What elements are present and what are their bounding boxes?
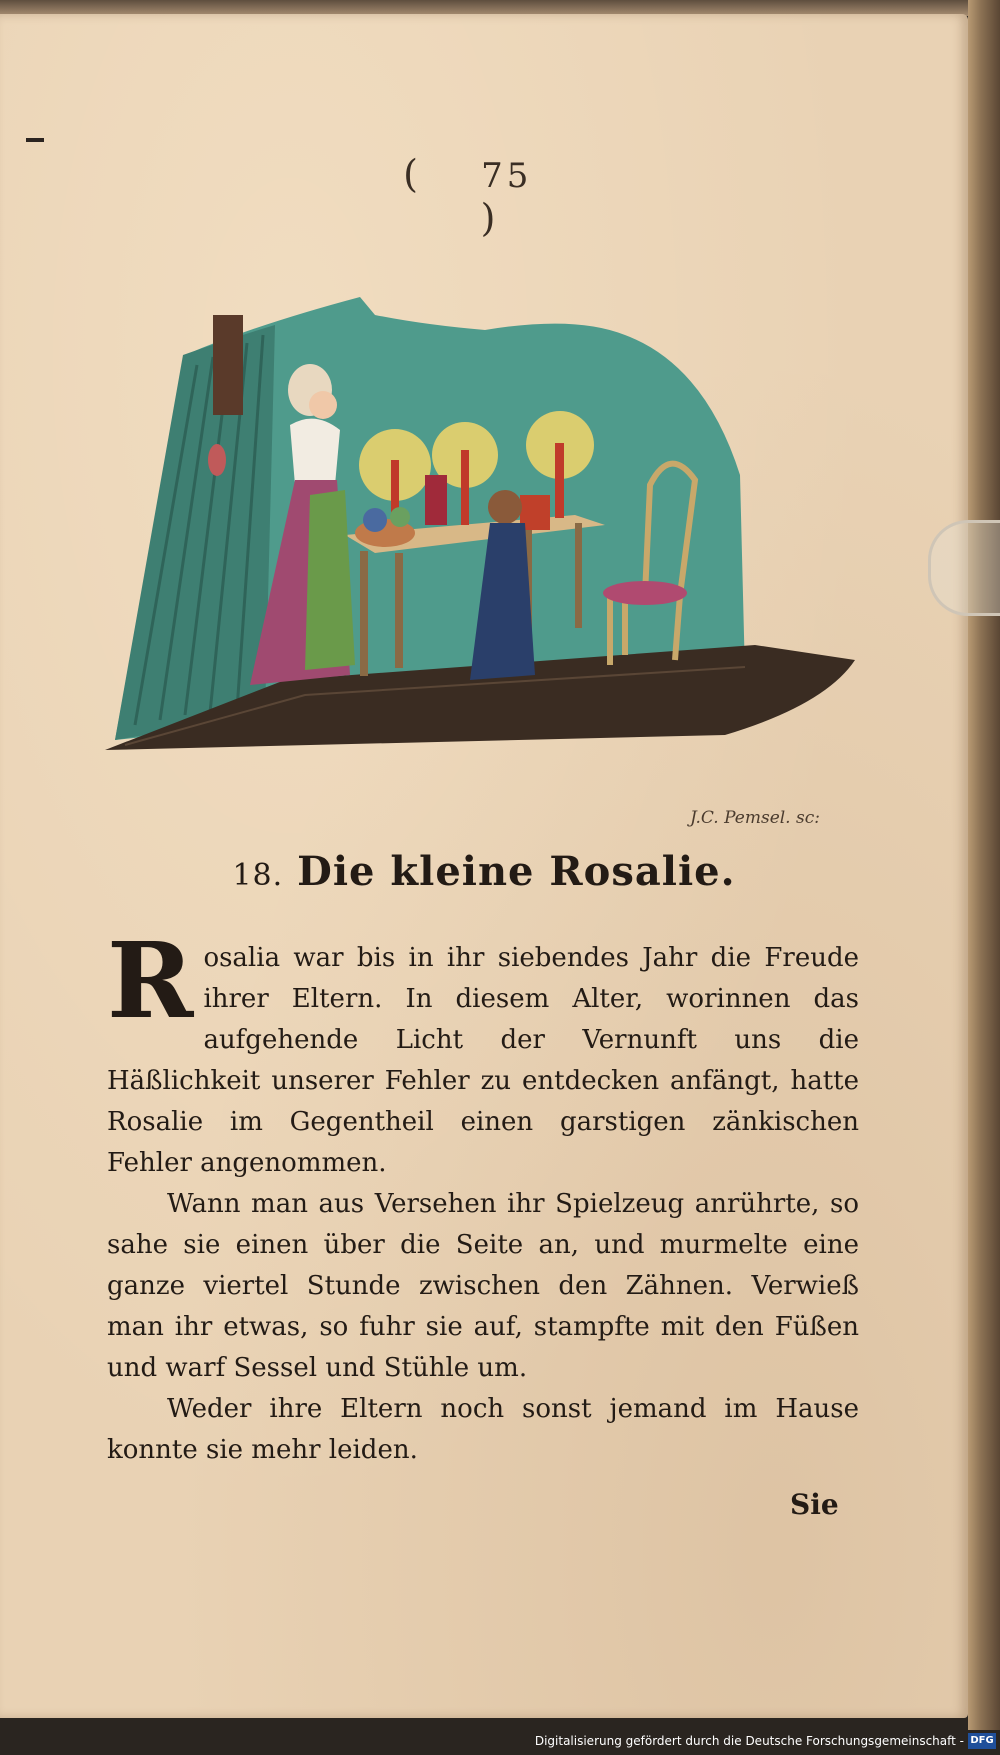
footer-credit: Digitalisierung gefördert durch die Deutsche Forschungsgemeinschaft - [534, 1734, 964, 1748]
page-number-open-paren: ( [403, 152, 422, 196]
illustration [105, 295, 855, 840]
paragraph-1 [107, 919, 859, 1184]
page-number-close-paren: ) [480, 196, 500, 240]
book-spine [968, 0, 1000, 1730]
paragraph-2: Wann man aus Versehen ihr Spielzeug anrührte, so sahe sie einen über die Seite an, und murmelte eine ganze viertel Stunde zwischen den Zähnen. Verwieß man ihr etwas, so fuhr sie auf, stampfte mit den Füßen und warf Sessel und Stühle um. [107, 1189, 859, 1383]
chapter-title: Die kleine Rosalie. [297, 848, 736, 895]
illustration-curtain [115, 325, 275, 740]
page-number [400, 152, 580, 240]
ink-mark [26, 138, 44, 142]
chapter-heading [0, 848, 968, 895]
illustration-ornament [208, 444, 226, 476]
paragraph-1-text: osalia war bis in ihr siebendes Jahr die Freude ihrer Eltern. In diesem Alter, worinnen das aufgehende Licht der Vernunft uns die Häßlichkeit unserer Fehler zu entdecken anfängt, hatte Rosalie im Gegentheil einen garstigen zänkischen Fehler angenommen. [107, 943, 859, 1178]
page-number-value: 75 [481, 156, 533, 196]
drop-cap: R [107, 919, 194, 1042]
dfg-logo: DFG [968, 1733, 996, 1749]
catchword: Sie [790, 1488, 839, 1521]
footer-bar [0, 1730, 1000, 1755]
body-text [107, 919, 859, 1471]
illustration-frame [213, 315, 243, 415]
illustration-chair-seat [603, 581, 687, 605]
chapter-number: 18. [232, 858, 284, 893]
paragraph-3: Weder ihre Eltern noch sonst jemand im Hause konnte sie mehr leiden. [107, 1394, 859, 1465]
engraver-signature: J.C. Pemsel. sc: [690, 808, 820, 828]
page-clip [928, 520, 1000, 616]
